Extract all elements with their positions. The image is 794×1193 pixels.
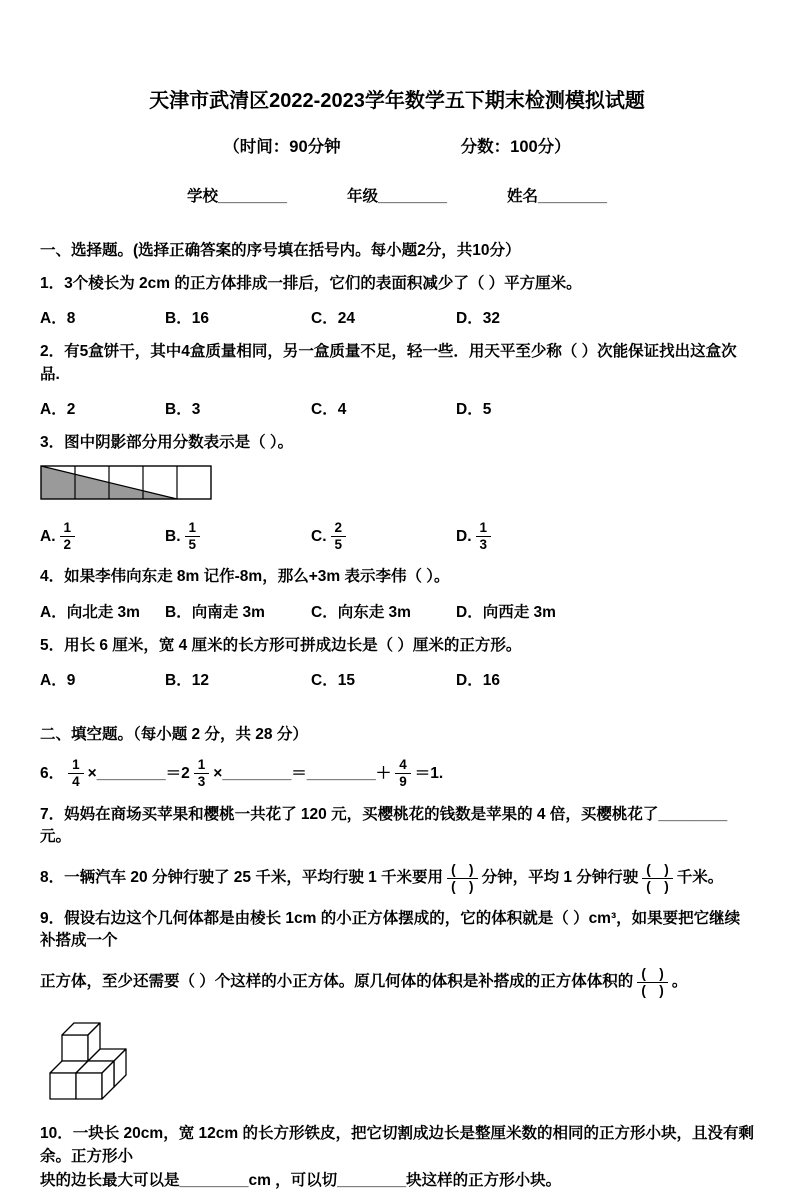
option-d: D．16 bbox=[456, 672, 500, 690]
option-b: B．向南走 3m bbox=[165, 603, 265, 621]
blank-fraction: $\frac{( )}{( )}$ bbox=[642, 862, 673, 895]
option-b: B．3 bbox=[165, 401, 201, 419]
option-d: D．向西走 3m bbox=[456, 603, 556, 621]
option-d: D．5 bbox=[456, 401, 492, 419]
option-a: A. $\frac{1}{2}$ bbox=[40, 520, 165, 553]
shaded-rectangle-diagram bbox=[40, 465, 212, 501]
section1-heading: 一、选择题。(选择正确答案的序号填在括号内。每小题2分，共10分） bbox=[40, 242, 521, 259]
option-c: C．15 bbox=[311, 672, 355, 690]
meta-line bbox=[40, 133, 754, 157]
question-3: 3．图中阴影部分用分数表示是（ ）。 bbox=[40, 434, 294, 452]
question-4: 4．如果李伟向东走 8m 记作-8m，那么+3m 表示李伟（ ）。 bbox=[40, 568, 450, 586]
option-c: C．24 bbox=[311, 310, 355, 328]
fraction: $\frac{1}{4}$ bbox=[68, 757, 84, 790]
grade-field: 年级________ bbox=[347, 188, 447, 205]
question-8: 8．一辆汽车 20 分钟行驶了 25 千米，平均行驶 1 千米要用 $\frac{( )}{( )}$ 分钟，平均 1 分钟行驶 $\frac{( )}{( )}$ 千米。 bbox=[40, 861, 724, 894]
registration-line bbox=[40, 184, 754, 206]
option-b: B．16 bbox=[165, 310, 209, 328]
option-a: A．9 bbox=[40, 672, 76, 690]
question-6: 6． $\frac{1}{4}$ ×________＝2 $\frac{1}{3}$ ×________＝________＋ $\frac{4}{9}$ ＝1. bbox=[40, 757, 444, 790]
fraction: $\frac{2}{5}$ bbox=[331, 520, 347, 553]
option-b: B．12 bbox=[165, 672, 209, 690]
option-a: A．8 bbox=[40, 310, 76, 328]
fraction: $\frac{1}{3}$ bbox=[194, 757, 210, 790]
question-5: 5．用长 6 厘米，宽 4 厘米的长方形可拼成边长是（ ）厘米的正方形。 bbox=[40, 636, 522, 654]
question-9-line-2: 正方体，至少还需要（ ）个这样的小正方体。原几何体的体积是补搭成的正方体体积的 $\frac{( )}{( )}$ 。 bbox=[40, 965, 688, 998]
fraction: $\frac{4}{9}$ bbox=[395, 757, 411, 790]
section2-heading: 二、填空题。（每小题 2 分，共 28 分） bbox=[40, 726, 308, 744]
option-c: C．向东走 3m bbox=[311, 603, 411, 621]
option-d: D. $\frac{1}{3}$ bbox=[456, 520, 754, 553]
option-c: C．4 bbox=[311, 401, 347, 419]
isometric-cubes-diagram bbox=[40, 1013, 135, 1105]
fraction: $\frac{1}{3}$ bbox=[476, 520, 492, 553]
shaded-fraction-figure bbox=[40, 465, 754, 506]
blank-fraction: $\frac{( )}{( )}$ bbox=[447, 862, 478, 895]
option-c: C. $\frac{2}{5}$ bbox=[311, 520, 456, 553]
page-title: 天津市武清区2022-2023学年数学五下期末检测模拟试题 bbox=[149, 90, 645, 112]
question-7: 7．妈妈在商场买苹果和樱桃一共花了 120 元，买樱桃花的钱数是苹果的 4 倍，买樱桃花了________元。 bbox=[40, 805, 728, 846]
school-field: 学校________ bbox=[187, 188, 288, 205]
time-label: （时间：90分钟 bbox=[223, 138, 341, 156]
question-2-options bbox=[40, 397, 754, 419]
question-4-options bbox=[40, 600, 754, 622]
fraction: $\frac{1}{5}$ bbox=[185, 520, 201, 553]
question-1: 1．3个棱长为 2cm 的正方体排成一排后，它们的表面积减少了（ ）平方厘米。 bbox=[40, 275, 582, 292]
question-10-line-2: 块的边长最大可以是________cm ，可以切________块这样的正方形小块。 bbox=[40, 1172, 562, 1190]
question-1-options bbox=[40, 306, 754, 328]
option-d: D．32 bbox=[456, 310, 500, 328]
fraction: $\frac{1}{2}$ bbox=[60, 520, 76, 553]
option-b: B. $\frac{1}{5}$ bbox=[165, 520, 311, 553]
question-3-options bbox=[40, 520, 754, 553]
blank-fraction: $\frac{( )}{( )}$ bbox=[637, 966, 668, 999]
question-9-line-1: 9．假设右边这个几何体都是由棱长 1cm 的小正方体摆成的，它的体积就是（ ）cm³，如果要把它继续补搭成一个 bbox=[40, 909, 741, 950]
question-10-line-1: 10．一块长 20cm，宽 12cm 的长方形铁皮，把它切割成边长是整厘米数的相同的正方形小块，且没有剩余。正方形小 bbox=[40, 1125, 754, 1165]
option-a: A．2 bbox=[40, 401, 76, 419]
question-5-options bbox=[40, 668, 754, 690]
unit-cubes-figure bbox=[40, 1013, 754, 1110]
name-field: 姓名________ bbox=[506, 188, 607, 205]
score-label: 分数：100分） bbox=[460, 138, 571, 156]
option-a: A．向北走 3m bbox=[40, 603, 140, 621]
question-2: 2．有5盒饼干，其中4盒质量相同，另一盒质量不足，轻一些．用天平至少称（ ）次能保证找出这盒次品. bbox=[40, 343, 737, 383]
